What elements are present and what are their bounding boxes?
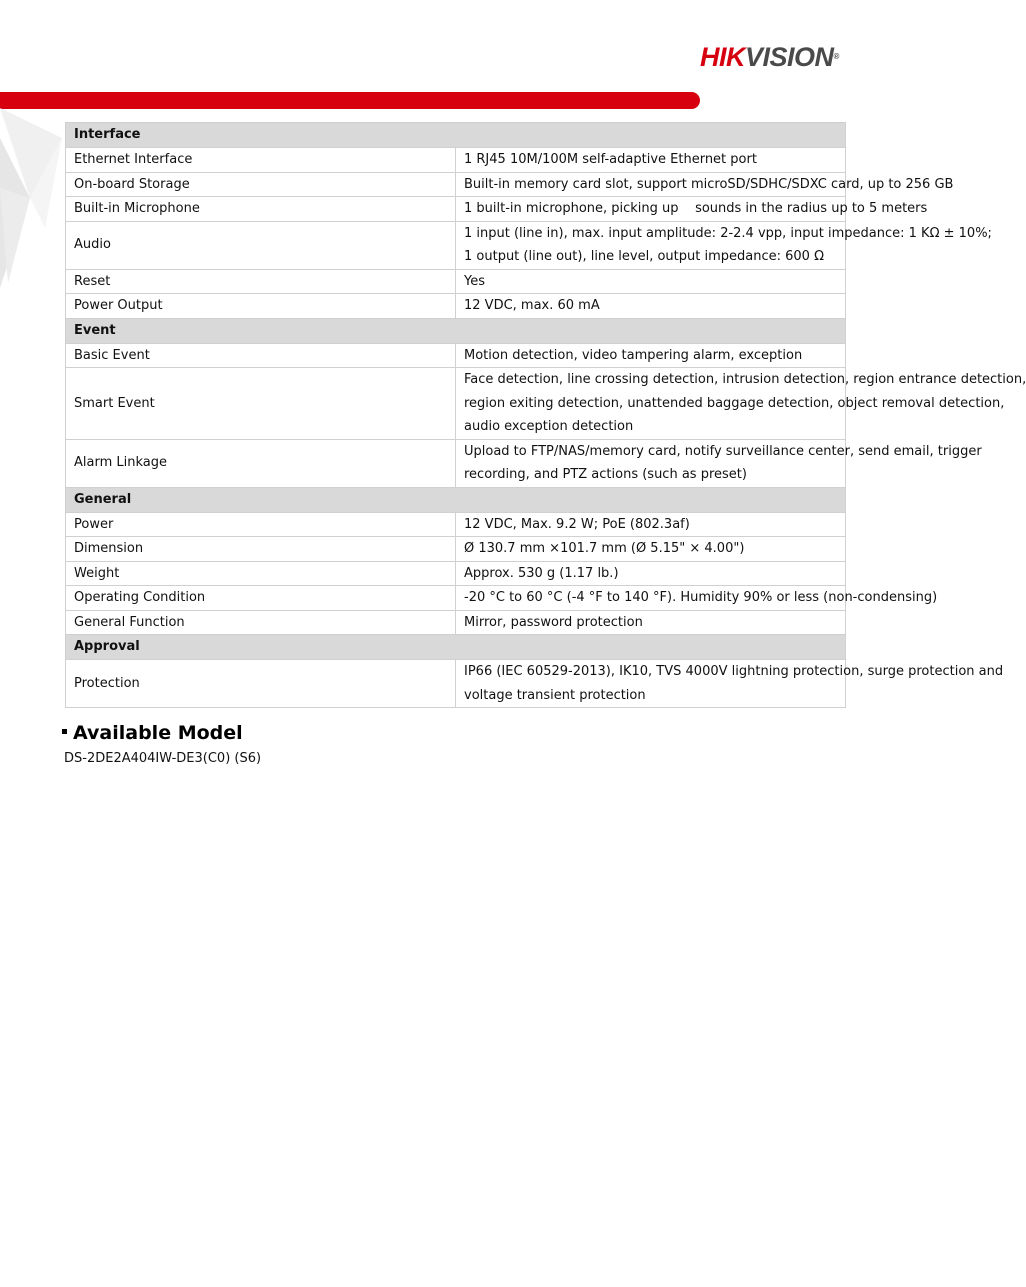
spec-row <box>66 148 846 173</box>
spec-value-line: 1 built-in microphone, picking up sounds in the radius up to 5 meters <box>464 201 928 216</box>
spec-label: General Function <box>66 610 456 635</box>
spec-label: Built-in Microphone <box>66 197 456 222</box>
section-title: Event <box>66 318 846 343</box>
spec-value-line: audio exception detection <box>464 419 634 434</box>
spec-value-line: Ø 130.7 mm ×101.7 mm (Ø 5.15" × 4.00") <box>464 541 745 556</box>
spec-table <box>65 122 1026 708</box>
spec-value-line: Built-in memory card slot, support microSD/SDHC/SDXC card, up to 256 GB <box>464 176 954 192</box>
spec-label: Basic Event <box>66 343 456 368</box>
spec-value-line: 12 VDC, Max. 9.2 W; PoE (802.3af) <box>464 516 690 532</box>
spec-value-line: IP66 (IEC 60529-2013), IK10, TVS 4000V lightning protection, surge protection and <box>464 664 1004 679</box>
spec-value-line: region exiting detection, unattended baggage detection, object removal detection, <box>464 395 1005 411</box>
spec-row <box>66 610 846 635</box>
spec-label: Dimension <box>66 537 456 562</box>
section-title: Approval <box>66 635 846 660</box>
spec-label: Smart Event <box>66 368 456 440</box>
spec-value <box>456 660 1004 708</box>
spec-value-line: Motion detection, video tampering alarm, exception <box>464 347 803 363</box>
spec-value-line: Face detection, line crossing detection, intrusion detection, region entrance detection, <box>464 372 1026 387</box>
spec-label: On-board Storage <box>66 172 456 197</box>
spec-value <box>456 561 846 586</box>
spec-value-line: recording, and PTZ actions (such as preset) <box>464 467 747 482</box>
section-title: Interface <box>66 123 846 148</box>
spec-row <box>66 343 846 368</box>
spec-value <box>456 148 846 173</box>
section-title: General <box>66 487 846 512</box>
spec-value-line: 1 output (line out), line level, output impedance: 600 Ω <box>464 249 825 264</box>
spec-label: Alarm Linkage <box>66 439 456 487</box>
section-header <box>66 635 846 660</box>
model-number: DS-2DE2A404IW-DE3(C0) (S6) <box>64 751 262 766</box>
spec-value-line: Mirror, password protection <box>464 614 643 630</box>
spec-row <box>66 294 846 319</box>
spec-row <box>66 537 846 562</box>
spec-value <box>456 197 928 222</box>
spec-row <box>66 197 846 222</box>
spec-row <box>66 172 846 197</box>
spec-row <box>66 368 846 440</box>
section-header <box>66 487 846 512</box>
spec-value <box>456 512 846 537</box>
spec-value <box>456 269 846 294</box>
spec-value <box>456 610 846 635</box>
spec-value <box>456 221 992 269</box>
spec-label: Operating Condition <box>66 586 456 611</box>
spec-value <box>456 343 846 368</box>
decorative-triangles <box>0 108 70 298</box>
bullet-icon <box>62 729 67 734</box>
spec-value <box>456 368 1026 440</box>
spec-row <box>66 586 846 611</box>
spec-row <box>66 561 846 586</box>
section-header <box>66 123 846 148</box>
spec-value <box>456 172 954 197</box>
spec-value <box>456 537 846 562</box>
hikvision-logo: HIKVISION® <box>700 42 839 72</box>
available-model-heading <box>62 722 243 744</box>
spec-row <box>66 269 846 294</box>
available-model-title: Available Model <box>73 722 243 744</box>
spec-value-line: Approx. 530 g (1.17 lb.) <box>464 565 619 581</box>
spec-value-line: voltage transient protection <box>464 687 646 703</box>
spec-label: Weight <box>66 561 456 586</box>
section-header <box>66 318 846 343</box>
spec-row <box>66 439 846 487</box>
spec-value-line: -20 °C to 60 °C (-4 °F to 140 °F). Humidity 90% or less (non-condensing) <box>464 590 938 605</box>
spec-value-line: 1 input (line in), max. input amplitude: 2-2.4 vpp, input impedance: 1 KΩ ± 10%; <box>464 225 992 241</box>
spec-value-line: Yes <box>464 273 485 289</box>
spec-label: Ethernet Interface <box>66 148 456 173</box>
spec-value <box>456 294 846 319</box>
spec-row <box>66 660 846 708</box>
spec-label: Reset <box>66 269 456 294</box>
spec-label: Power Output <box>66 294 456 319</box>
spec-value <box>456 439 982 487</box>
spec-value-line: Upload to FTP/NAS/memory card, notify surveillance center, send email, trigger <box>464 443 982 459</box>
spec-value-line: 12 VDC, max. 60 mA <box>464 298 600 313</box>
header-red-bar <box>0 92 700 109</box>
spec-value <box>456 586 938 611</box>
spec-label: Protection <box>66 660 456 708</box>
spec-row <box>66 221 846 269</box>
spec-label: Power <box>66 512 456 537</box>
spec-row <box>66 512 846 537</box>
spec-value-line: 1 RJ45 10M/100M self-adaptive Ethernet port <box>464 152 757 167</box>
spec-label: Audio <box>66 221 456 269</box>
